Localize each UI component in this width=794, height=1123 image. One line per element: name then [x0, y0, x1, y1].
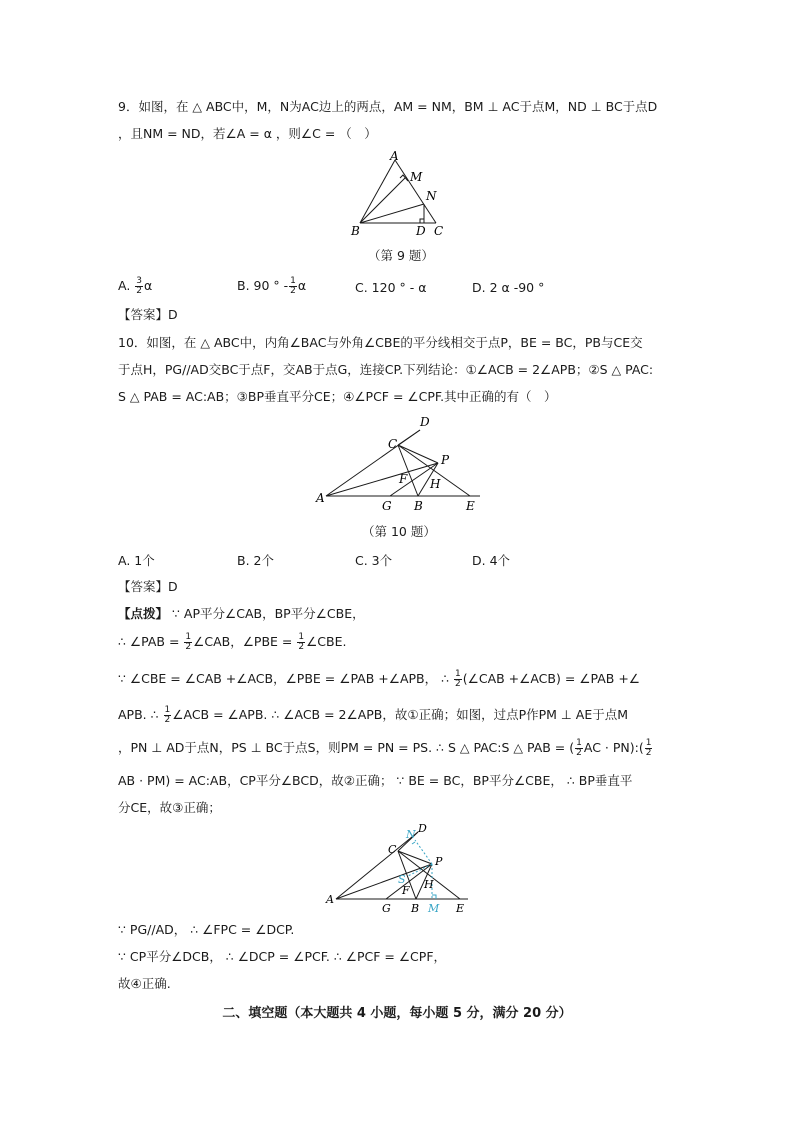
- q9-option-a: A. $\frac{3}{2}$ α: [118, 276, 153, 296]
- q9-option-c: C. 120 ° - α: [355, 280, 427, 295]
- q10-stem-line3: S △ PAB = AC:AB；③BP垂直平分CE；④∠PCF = ∠CPF.其中正确的有（ ）: [118, 389, 557, 404]
- q10-hint-line10: 故④正确.: [118, 976, 171, 991]
- label-A: A: [326, 893, 334, 906]
- q10-hint-line8: ∵ PG//AD， ∴ ∠FPC = ∠DCP.: [118, 922, 295, 937]
- q9-stem-line1: 9．如图，在 △ ABC中，M，N为AC边上的两点，AM = NM，BM ⊥ AC于点M，ND ⊥ BC于点D: [118, 99, 658, 114]
- q10-caption: （第 10 题）: [362, 524, 436, 539]
- q10-hint-line1: 【点拨】 ∵ AP平分∠CAB，BP平分∠CBE，: [118, 606, 365, 621]
- label-N: N: [406, 828, 416, 841]
- label-M: M: [428, 902, 440, 915]
- q10-option-c: C. 3个: [355, 553, 393, 568]
- label-P: P: [441, 453, 450, 467]
- label-E: E: [456, 902, 465, 915]
- q10-hint-line5: ，PN ⊥ AD于点N，PS ⊥ BC于点S，则PM = PN = PS. ∴ S △ PAC:S △ PAB = ( $\frac{1}{2}$ AC · PN):( $\frac{1}{2}$: [118, 738, 652, 758]
- label-D: D: [418, 822, 427, 835]
- q10-hint-line9: ∵ CP平分∠DCB， ∴ ∠DCP = ∠PCF. ∴ ∠PCF = ∠CPF，: [118, 949, 447, 964]
- q10-option-b: B. 2个: [237, 553, 274, 568]
- label-D: D: [420, 415, 430, 429]
- q10-hint-line6: AB · PM) = AC:AB，CP平分∠BCD，故②正确； ∵ BE = BC，BP平分∠CBE， ∴ BP垂直平: [118, 773, 633, 788]
- label-M: M: [410, 170, 423, 184]
- label-F: F: [399, 472, 408, 486]
- q10-option-d: D. 4个: [472, 553, 511, 568]
- label-C: C: [388, 843, 397, 856]
- label-B: B: [414, 499, 423, 513]
- q10-stem-line1: 10．如图，在 △ ABC中，内角∠BAC与外角∠CBE的平分线相交于点P，BE = BC，PB与CE交: [118, 335, 643, 350]
- q9-answer: 【答案】D: [118, 307, 178, 322]
- label-F: F: [402, 884, 410, 897]
- q9-option-d: D. 2 α -90 °: [472, 280, 545, 295]
- label-D: D: [416, 224, 426, 238]
- q10-hint-line2: ∴ ∠PAB = $\frac{1}{2}$ ∠CAB，∠PBE = $\frac{1}{2}$ ∠CBE.: [118, 632, 347, 652]
- label-N: N: [426, 189, 437, 203]
- q10-stem-line2: 于点H，PG//AD交BC于点F，交AB于点G，连接CP.下列结论：①∠ACB = 2∠APB；②S △ PAC:: [118, 362, 654, 377]
- q9-option-b: B. 90 ° - $\frac{1}{2}$ α: [237, 276, 307, 296]
- q10-hint-line4: APB. ∴ $\frac{1}{2}$ ∠ACB = ∠APB. ∴ ∠ACB = 2∠APB，故①正确；如图，过点P作PM ⊥ AE于点M: [118, 705, 629, 725]
- label-E: E: [466, 499, 475, 513]
- q10-hint-line3: ∵ ∠CBE = ∠CAB +∠ACB，∠PBE = ∠PAB +∠APB， ∴ $\frac{1}{2}$ (∠CAB +∠ACB) = ∠PAB +∠: [118, 669, 641, 689]
- section-title: 二、填空题（本大题共 4 小题，每小题 5 分，满分 20 分）: [222, 1006, 572, 1021]
- q9-caption: （第 9 题）: [368, 248, 434, 263]
- q9-figure: [340, 148, 460, 238]
- label-B: B: [411, 902, 420, 915]
- label-S: S: [398, 873, 406, 886]
- q10-hint-figure: [320, 820, 480, 916]
- label-H: H: [430, 477, 441, 491]
- label-B: B: [351, 224, 360, 238]
- label-P: P: [435, 855, 443, 868]
- q10-option-a: A. 1个: [118, 553, 155, 568]
- q10-hint-line7: 分CE，故③正确；: [118, 800, 221, 815]
- label-A: A: [390, 149, 399, 163]
- q10-figure: [310, 410, 490, 515]
- label-C: C: [434, 224, 444, 238]
- label-H: H: [424, 878, 434, 891]
- label-A: A: [316, 491, 325, 505]
- label-G: G: [382, 499, 392, 513]
- q9-stem-line2: ，且NM = ND，若∠A = α ，则∠C = （ ）: [118, 126, 377, 141]
- label-G: G: [382, 902, 391, 915]
- q10-answer: 【答案】D: [118, 579, 178, 594]
- label-C: C: [388, 437, 398, 451]
